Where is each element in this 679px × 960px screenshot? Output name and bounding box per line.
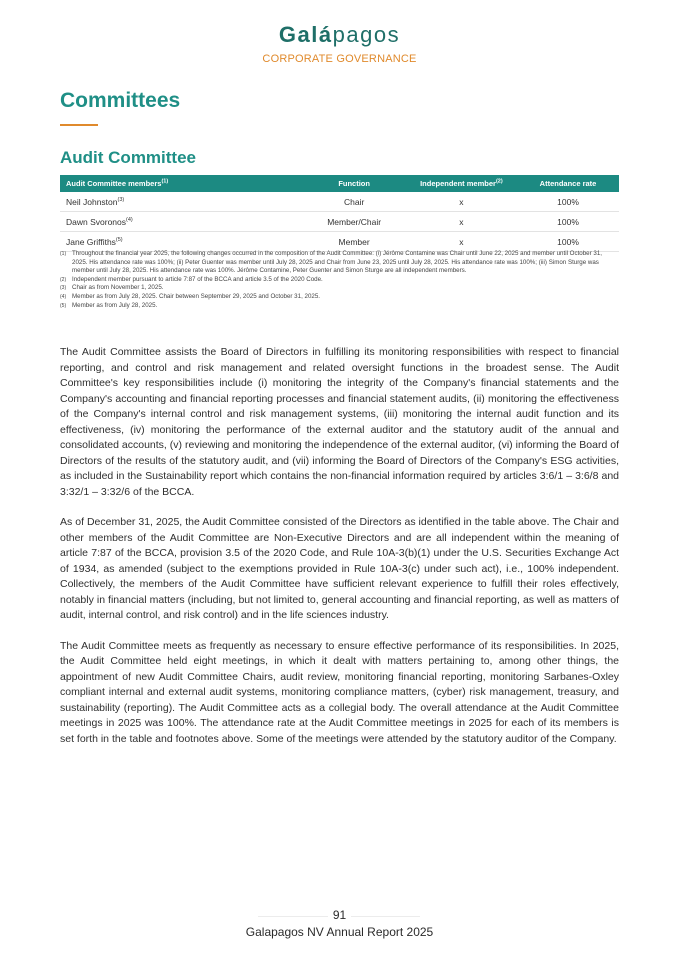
header-members: Audit Committee members$^{(1)}$ (66, 178, 169, 188)
page-number: 91 (0, 908, 679, 922)
table-footnotes (60, 250, 619, 310)
member-attendance: 100% (517, 192, 619, 212)
member-independent: x (406, 192, 517, 212)
member-independent: x (406, 212, 517, 232)
member-name: Jane Griffiths$^{(5)}$ (60, 232, 303, 252)
table-row (60, 232, 619, 252)
member-independent: x (406, 232, 517, 252)
paragraph: The Audit Committee assists the Board of Directors in fulfilling its monitoring responsibilities with respect to financial reporting, and control and risk management and related oversight functions in the broadest sense. The Audit Committee's key responsibilities include (i) monitoring the integrity of the Company's financial statements and the Company's accounting and financial reporting processes and financial statement audits, (ii) monitoring the effectiveness of the Company's internal control and risk management systems, (iii) monitoring the internal audit function and its effectiveness, (iv) monitoring the performance of the external auditor and the statutory audit of the annual and consolidated accounts, (v) reviewing and monitoring the independence of the external auditor, (vi) informing the Board of Directors of the results of the statutory audit, and (vii) informing the Board of Directors of the Company's ESG activities, as included in the Sustainability report which contains the non-financial information required by articles 3:6/1 – 3:6/8 and 3:32/1 – 3:32/6 of the BCCA. (60, 346, 619, 498)
member-function: Chair (303, 192, 406, 212)
title-underline (60, 124, 98, 126)
paragraph: The Audit Committee meets as frequently as necessary to ensure effective performance of its responsibilities. In 2025, the Audit Committee held eight meetings, in which it dealt with matters pertaining to, among other things, the appointment of new Audit Committee Chairs, audit review, monitoring financial reporting, monitoring Sarbanes-Oxley compliant internal and external audit systems, monitoring compliance matters, (cyber) risk management, treasury, and sustainability (reporting). The Audit Committee acts as a collegial body. The overall attendance at the Audit Committee meetings in 2025 was 100%. The attendance rate at the Audit Committee meetings in 2025 for each of its members is set forth in the table and footnotes above. Some of the meetings were attended by the statutory auditor of the Company. (60, 639, 619, 745)
page-title: Committees (60, 89, 181, 112)
member-attendance: 100% (517, 232, 619, 252)
table-header-row (60, 175, 619, 192)
footnote: (3) Chair as from November 1, 2025. (60, 284, 164, 292)
footnote: (5) Member as from July 28, 2025. (60, 301, 158, 309)
member-function: Member (303, 232, 406, 252)
header-independent: Independent member$^{(2)}$ (420, 178, 503, 188)
paragraph: As of December 31, 2025, the Audit Committee consisted of the Directors as identified in the table above. The Chair and other members of the Audit Committee are Non-Executive Directors and are all independent within the meaning of article 7:87 of the BCCA, provision 3.5 of the 2020 Code, and Rule 10A-3(b)(1) under the U.S. Securities Exchange Act of 1934, as amended (subject to the exemptions provided in Rule 10A-3(c) under such act), i.e., 100% independent. Collectively, the members of the Audit Committee have sufficient relevant experience to fulfill their roles effectively, notably in financial matters (including, but not limited to, general accounting and financial reporting, as well as matters of audit, internal control, and risk control) and in the life sciences industry. (60, 516, 619, 621)
logo-text-thin: pagos (332, 22, 401, 47)
member-attendance: 100% (517, 212, 619, 232)
header-attendance: Attendance rate (539, 179, 597, 188)
company-logo (0, 22, 679, 48)
footnote: (1) Throughout the financial year 2025, the following changes occurred in the composition of the Audit Committee: (i) Jérôme Contamine was Chair until June 22, 2025 and member until October 31, 2025. His attendance rate was 100%; (ii) Peter Guenter was member until July 28, 2025 and Chair from June 23, 2025 until July 28, 2025. His attendance rate was 100%; (iii) Simon Sturge was member until July 28, 2025. His attendance rate was 100%. Jérôme Contamine, Peter Guenter and Simon Sturge are all independent members. (60, 250, 603, 275)
body-text (60, 345, 619, 762)
table-row (60, 192, 619, 212)
footnote: (2) Independent member pursuant to article 7:87 of the BCCA and article 3.5 of the 2020 Code. (60, 275, 323, 283)
table-row (60, 212, 619, 232)
member-function: Member/Chair (303, 212, 406, 232)
report-footer: Galapagos NV Annual Report 2025 (245, 925, 434, 939)
logo-text-bold: Galá (278, 22, 333, 47)
section-header: CORPORATE GOVERNANCE (262, 53, 417, 65)
member-name: Dawn Svoronos$^{(4)}$ (60, 212, 303, 232)
header-function: Function (338, 179, 370, 188)
footnote: (4) Member as from July 28, 2025. Chair between September 29, 2025 and October 31, 2025. (60, 292, 320, 300)
audit-committee-table (60, 175, 619, 252)
section-title: Audit Committee (60, 148, 196, 167)
member-name: Neil Johnston$^{(3)}$ (60, 192, 303, 212)
